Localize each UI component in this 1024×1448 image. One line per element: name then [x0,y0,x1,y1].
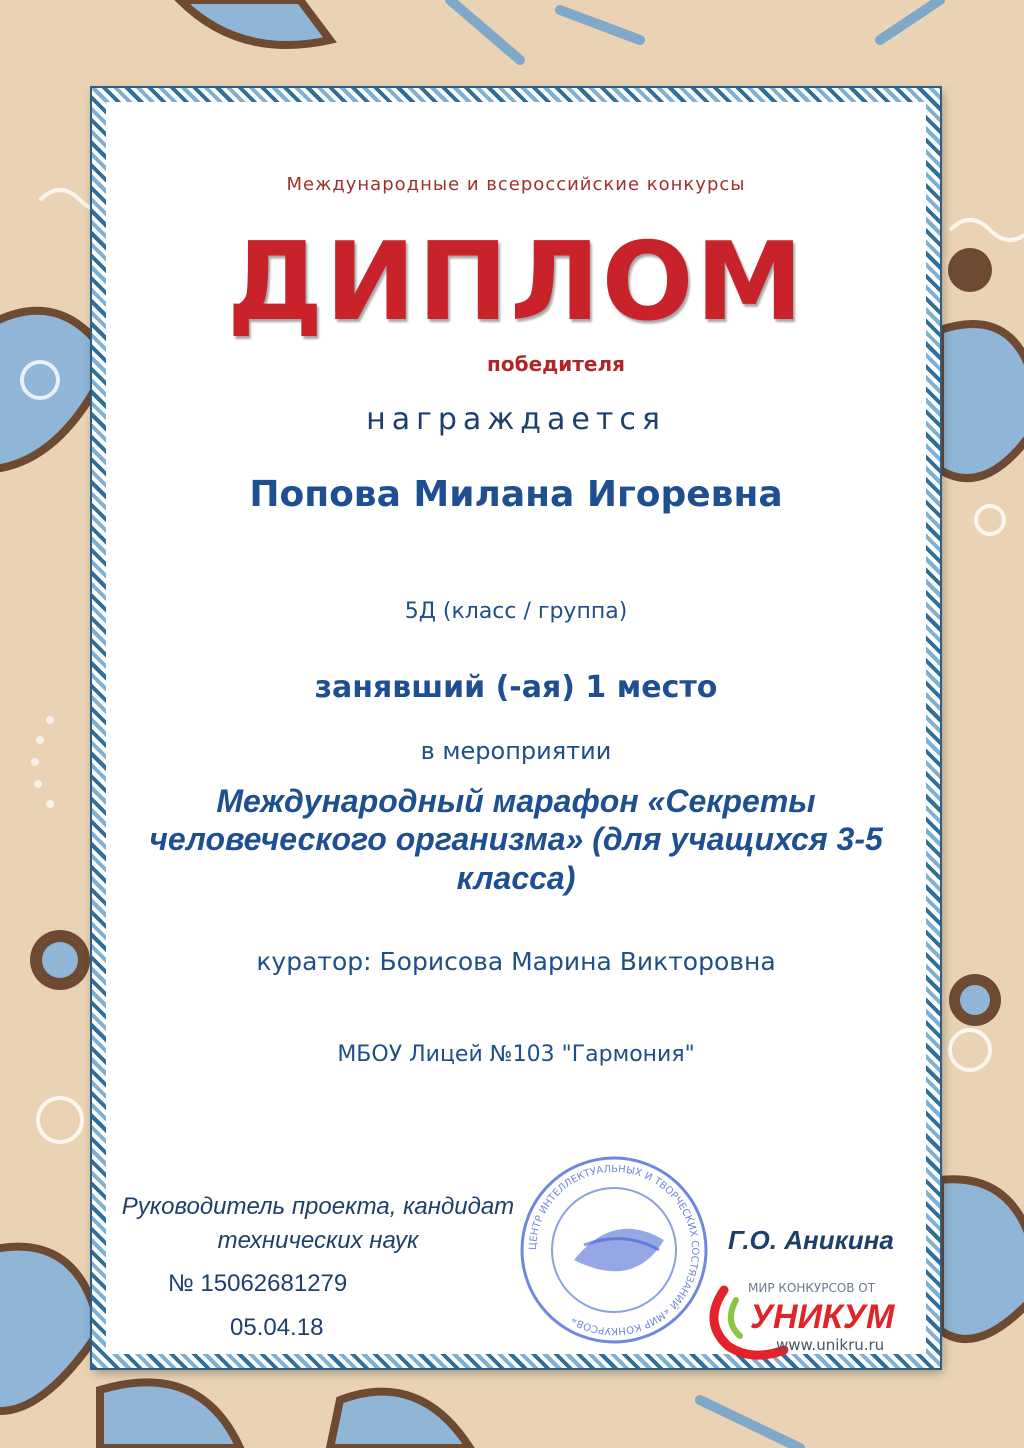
event-label: в мероприятии [420,737,612,765]
logo-tagline: МИР КОНКУРСОВ ОТ [748,1281,876,1295]
curator-text: куратор: Борисова Марина Викторовна [256,947,776,976]
awarded-label: награждается [366,402,666,437]
logo-url[interactable]: www.unikru.ru [776,1336,885,1354]
place-text: занявший (-ая) 1 место [314,670,718,705]
diploma-title: ДИПЛОМ [227,220,805,345]
diploma-frame [92,88,940,1368]
school-name: МБОУ Лицей №103 "Гармония" [337,1042,695,1067]
diploma-number: № 15062681279 [168,1270,348,1297]
diploma-kind: победителя [487,352,625,376]
stamp-text: ЦЕНТР ИНТЕЛЛЕКТУАЛЬНЫХ И ТВОРЧЕСКИХ СОСТЯЗАНИЙ «МИР КОНКУРСОВ» [527,1163,701,1337]
event-name: Международный марафон «Секреты человеческого организма» (для учащихся 3-5 класса) [149,783,883,896]
recipient-grade: 5Д (класс / группа) [404,599,628,624]
contest-subtitle: Международные и всероссийские конкурсы [286,174,746,195]
diploma-date: 05.04.18 [230,1314,324,1341]
project-head-position: Руководитель проекта, кандидат технических наук [121,1193,515,1254]
recipient-name: Попова Милана Игоревна [249,474,783,515]
unikum-logo [706,1270,926,1360]
stamp-seal [514,1150,714,1350]
signer-name: Г.О. Аникина [728,1225,894,1255]
logo-brand: УНИКУМ [750,1298,895,1336]
